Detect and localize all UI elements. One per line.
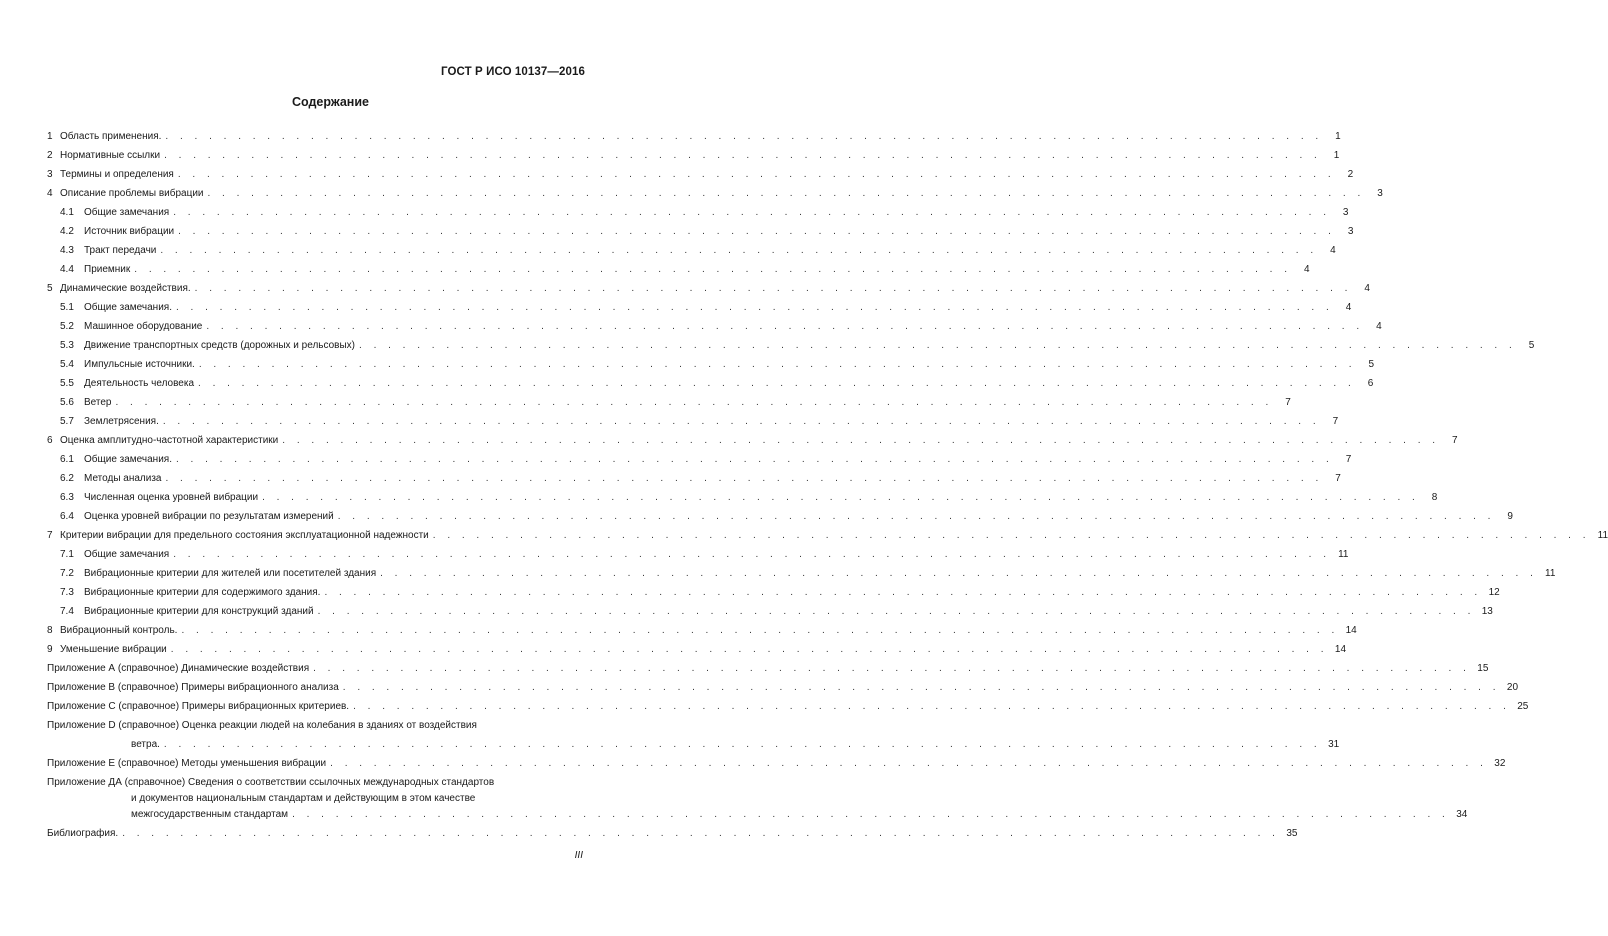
toc-entry-title: Деятельность человека (84, 378, 195, 389)
dot-leader: . . . . . . . . . . . . . . . . . . . . . . . . . . . . . . . . . . . . . . . . . . . . . . . . . . . . . . . . . . . . . . . . . . . . . . . . . . . . . . . . (198, 378, 1356, 389)
dot-leader: . . . . . . . . . . . . . . . . . . . . . . . . . . . . . . . . . . . . . . . . . . . . . . . . . . . . . . . . . . . . . . . . . . . . . . . . . . . . . . . . (317, 606, 1475, 617)
toc-entry-page: 13 (1481, 606, 1493, 617)
toc-entry-title: Движение транспортных средств (дорожных и рельсовых) (84, 340, 356, 351)
dot-leader: . . . . . . . . . . . . . . . . . . . . . . . . . . . . . . . . . . . . . . . . . . . . . . . . . . . . . . . . . . . . . . . . . . . . . . . . . . . . . . . . (282, 435, 1440, 446)
toc-entry-number: 7.2 (60, 568, 74, 579)
toc-entry[interactable] (47, 466, 1341, 485)
toc-entry-title: Машинное оборудование (84, 321, 203, 332)
toc-entry-number: 5 (47, 283, 53, 294)
dot-leader: . . . . . . . . . . . . . . . . . . . . . . . . . . . . . . . . . . . . . . . . . . . . . . . . . . . . . . . . . . . . . . . . . . . . . . . . . . . . . . . . (194, 283, 1352, 294)
toc-entry-title: Термины и определения (60, 169, 174, 180)
toc-entry-number: 4.4 (60, 264, 74, 275)
toc-entry-number: 5.1 (60, 302, 74, 313)
toc-entry-title: Вибрационные критерии для конструкций зданий (84, 606, 314, 617)
toc-entry-page: 25 (1517, 701, 1529, 712)
toc-entry[interactable] (47, 821, 1298, 840)
toc-entry-number: 4.3 (60, 245, 74, 256)
toc-entry-page: 4 (1376, 321, 1382, 332)
toc-entry-title: Вибрационные критерии для жителей или посетителей здания (84, 568, 377, 579)
toc-entry-number: 4.2 (60, 226, 74, 237)
toc-entry-page: 31 (1328, 739, 1340, 750)
toc-entry-number: 7.1 (60, 549, 74, 560)
toc-entry-number: 1 (47, 131, 53, 142)
dot-leader: . . . . . . . . . . . . . . . . . . . . . . . . . . . . . . . . . . . . . . . . . . . . . . . . . . . . . . . . . . . . . . . . . . . . . . . . . . . . . . . . (115, 397, 1273, 408)
toc-entry[interactable] (47, 561, 1556, 580)
toc-entry-page: 4 (1345, 302, 1352, 313)
toc-entry[interactable] (47, 656, 1489, 675)
page-title: Содержание (291, 95, 369, 109)
dot-leader: . . . . . . . . . . . . . . . . . . . . . . . . . . . . . . . . . . . . . . . . . . . . . . . . . . . . . . . . . . . . . . . . . . . . . . . . . . . . . . . . (330, 758, 1488, 769)
dot-leader: . . . . . . . . . . . . . . . . . . . . . . . . . . . . . . . . . . . . . . . . . . . . . . . . . . . . . . . . . . . . . . . . . . . . . . . . . . . . . . . . (165, 473, 1323, 484)
toc-entry-page: 1 (1333, 150, 1340, 161)
toc-entry-appendix-d[interactable] (47, 713, 1340, 751)
toc-entry-title: Тракт передачи (84, 245, 157, 256)
toc-entry-number: 7.3 (60, 587, 74, 598)
toc-entry-page: 11 (1597, 530, 1608, 541)
toc-entry-page: 34 (1456, 809, 1468, 820)
toc-entry-title: Импульсные источники. (84, 359, 195, 370)
toc-entry[interactable] (47, 181, 1383, 200)
dot-leader: . . . . . . . . . . . . . . . . . . . . . . . . . . . . . . . . . . . . . . . . . . . . . . . . . . . . . . . . . . . . . . . . . . . . . . . . . . . . . . . . (160, 245, 1318, 256)
dot-leader: . . . . . . . . . . . . . . . . . . . . . . . . . . . . . . . . . . . . . . . . . . . . . . . . . . . . . . . . . . . . . . . . . . . . . . . . . . . . . . . . (175, 302, 1334, 313)
dot-leader: . . . . . . . . . . . . . . . . . . . . . . . . . . . . . . . . . . . . . . . . . . . . . . . . . . . . . . . . . . . . . . . . . . . . . . . . . . . . . . . . (177, 169, 1336, 180)
toc-entry-title: Общие замечания (84, 207, 170, 218)
toc-entry-title-continued: и документов национальным стандартам и действующим в этом качестве (131, 793, 476, 804)
dot-leader: . . . . . . . . . . . . . . . . . . . . . . . . . . . . . . . . . . . . . . . . . . . . . . . . . . . . . . . . . . . . . . . . . . . . . . . . . . . . . . . . (165, 131, 1323, 142)
toc-entry-page: 3 (1347, 226, 1354, 237)
dot-leader: . . . . . . . . . . . . . . . . . . . . . . . . . . . . . . . . . . . . . . . . . . . . . . . . . . . . . . . . . . . . . . . . . . . . . . . . . . . . . . . . (122, 828, 1280, 839)
toc-entry[interactable] (47, 542, 1349, 561)
toc-entry[interactable] (47, 143, 1340, 162)
toc-entry-number: 5.5 (60, 378, 74, 389)
toc-entry[interactable] (47, 504, 1513, 523)
toc-entry-title: Численная оценка уровней вибрации (84, 492, 259, 503)
toc-entry-title: Критерии вибрации для предельного состояния эксплуатационной надежности (60, 530, 429, 541)
toc-entry-title: Ветер (84, 397, 112, 408)
dot-leader: . . . . . . . . . . . . . . . . . . . . . . . . . . . . . . . . . . . . . . . . . . . . . . . . . . . . . . . . . . . . . . . . . . . . . . . . . . . . . . . . (292, 809, 1450, 820)
toc-entry[interactable] (47, 523, 1608, 542)
toc-entry-number: 6.2 (60, 473, 74, 484)
toc-entry-page: 7 (1285, 397, 1291, 408)
dot-leader: . . . . . . . . . . . . . . . . . . . . . . . . . . . . . . . . . . . . . . . . . . . . . . . . . . . . . . . . . . . . . . . . . . . . . . . . . . . . . . . . (181, 625, 1339, 636)
toc-entry-number: 9 (47, 644, 53, 655)
dot-leader: . . . . . . . . . . . . . . . . . . . . . . . . . . . . . . . . . . . . . . . . . . . . . . . . . . . . . . . . . . . . . . . . . . . . . . . . . . . . . . . . (163, 739, 1322, 750)
dot-leader: . . . . . . . . . . . . . . . . . . . . . . . . . . . . . . . . . . . . . . . . . . . . . . . . . . . . . . . . . . . . . . . . . . . . . . . . . . . . . . . . (353, 701, 1511, 712)
dot-leader: . . . . . . . . . . . . . . . . . . . . . . . . . . . . . . . . . . . . . . . . . . . . . . . . . . . . . . . . . . . . . . . . . . . . . . . . . . . . . . . . (164, 150, 1322, 161)
toc-entry[interactable] (47, 219, 1354, 238)
toc-entry-title: Общие замечания. (84, 454, 172, 465)
toc-entry-title: ветра. (131, 739, 160, 750)
toc-entry-number: 8 (47, 625, 53, 636)
toc-entry-number: 7.4 (60, 606, 74, 617)
toc-entry-continuation (47, 732, 1340, 751)
toc-entry[interactable] (47, 162, 1354, 181)
toc-entry[interactable] (47, 352, 1375, 371)
toc-entry-page: 1 (1335, 131, 1341, 142)
toc-entry-title: Землетрясения. (84, 416, 159, 427)
toc-entry[interactable] (47, 580, 1500, 599)
dot-leader: . . . . . . . . . . . . . . . . . . . . . . . . . . . . . . . . . . . . . . . . . . . . . . . . . . . . . . . . . . . . . . . . . . . . . . . . . . . . . . . . (173, 207, 1331, 218)
document-code: ГОСТ Р ИСО 10137—2016 (440, 66, 585, 78)
toc-entry-number: 5.6 (60, 397, 74, 408)
toc-entry-title: Библиография. (47, 828, 119, 839)
dot-leader: . . . . . . . . . . . . . . . . . . . . . . . . . . . . . . . . . . . . . . . . . . . . . . . . . . . . . . . . . . . . . . . . . . . . . . . . . . . . . . . . (206, 321, 1364, 332)
dot-leader: . . . . . . . . . . . . . . . . . . . . . . . . . . . . . . . . . . . . . . . . . . . . . . . . . . . . . . . . . . . . . . . . . . . . . . . . . . . . . . . . (262, 492, 1420, 503)
toc-entry-page: 7 (1335, 473, 1341, 484)
dot-leader: . . . . . . . . . . . . . . . . . . . . . . . . . . . . . . . . . . . . . . . . . . . . . . . . . . . . . . . . . . . . . . . . . . . . . . . . . . . . . . . . (380, 568, 1538, 579)
toc-entry[interactable] (47, 694, 1529, 713)
dot-leader: . . . . . . . . . . . . . . . . . . . . . . . . . . . . . . . . . . . . . . . . . . . . . . . . . . . . . . . . . . . . . . . . . . . . . . . . . . . . . . . . (173, 549, 1331, 560)
dot-leader: . . . . . . . . . . . . . . . . . . . . . . . . . . . . . . . . . . . . . . . . . . . . . . . . . . . . . . . . . . . . . . . . . . . . . . . . . . . . . . . . (170, 644, 1329, 655)
toc-entry[interactable] (47, 428, 1458, 447)
toc-entry[interactable] (47, 371, 1374, 390)
toc-entry-page: 20 (1506, 682, 1519, 693)
dot-leader: . . . . . . . . . . . . . . . . . . . . . . . . . . . . . . . . . . . . . . . . . . . . . . . . . . . . . . . . . . . . . . . . . . . . . . . . . . . . . . . . (175, 454, 1334, 465)
toc-entry-continuation (47, 805, 1468, 821)
toc-entry-appendix-da[interactable] (47, 770, 1468, 821)
toc-entry[interactable] (47, 390, 1291, 409)
toc-entry[interactable] (47, 751, 1506, 770)
dot-leader: . . . . . . . . . . . . . . . . . . . . . . . . . . . . . . . . . . . . . . . . . . . . . . . . . . . . . . . . . . . . . . . . . . . . . . . . . . . . . . . . (324, 587, 1482, 598)
toc-entry-number: 3 (47, 169, 53, 180)
toc-entry[interactable] (47, 599, 1493, 618)
toc-entry[interactable] (47, 200, 1349, 219)
toc-entry-number: 7 (47, 530, 53, 541)
toc-entry[interactable] (47, 238, 1336, 257)
toc-entry-title: Приложение Е (справочное) Методы уменьшения вибрации (47, 758, 327, 769)
toc-entry-number: 4.1 (60, 207, 74, 218)
toc-entry-number: 6.1 (60, 454, 74, 465)
toc-entry[interactable] (47, 485, 1438, 504)
dot-leader: . . . . . . . . . . . . . . . . . . . . . . . . . . . . . . . . . . . . . . . . . . . . . . . . . . . . . . . . . . . . . . . . . . . . . . . . . . . . . . . . (207, 188, 1365, 199)
toc-entry-page: 11 (1338, 549, 1349, 560)
toc-entry-title: Описание проблемы вибрации (60, 188, 204, 199)
toc-entry[interactable] (47, 447, 1352, 466)
dot-leader: . . . . . . . . . . . . . . . . . . . . . . . . . . . . . . . . . . . . . . . . . . . . . . . . . . . . . . . . . . . . . . . . . . . . . . . . . . . . . . . . (432, 530, 1591, 541)
toc-entry-page: 4 (1364, 283, 1370, 294)
toc-entry[interactable] (47, 637, 1347, 656)
toc-entry-page: 3 (1377, 188, 1383, 199)
toc-entry-page: 35 (1286, 828, 1298, 839)
toc-entry[interactable] (47, 409, 1339, 428)
toc-entry-title: Оценка уровней вибрации по результатам измерений (84, 511, 334, 522)
toc-entry-page: 14 (1334, 644, 1347, 655)
toc-entry-number: 5.2 (60, 321, 74, 332)
toc-entry-page: 32 (1494, 758, 1506, 769)
toc-entry-page: 5 (1528, 340, 1535, 351)
toc-entry-number: 6 (47, 435, 53, 446)
toc-entry-number: 4 (47, 188, 53, 199)
toc-entry[interactable] (47, 257, 1310, 276)
toc-entry-title: Приемник (84, 264, 131, 275)
toc-entry[interactable] (47, 618, 1357, 637)
dot-leader: . . . . . . . . . . . . . . . . . . . . . . . . . . . . . . . . . . . . . . . . . . . . . . . . . . . . . . . . . . . . . . . . . . . . . . . . . . . . . . . . (313, 663, 1471, 674)
dot-leader: . . . . . . . . . . . . . . . . . . . . . . . . . . . . . . . . . . . . . . . . . . . . . . . . . . . . . . . . . . . . . . . . . . . . . . . . . . . . . . . . (337, 511, 1495, 522)
dot-leader: . . . . . . . . . . . . . . . . . . . . . . . . . . . . . . . . . . . . . . . . . . . . . . . . . . . . . . . . . . . . . . . . . . . . . . . . . . . . . . . . (342, 682, 1501, 693)
toc-entry-page: 14 (1345, 625, 1357, 636)
toc-entry-page: 7 (1332, 416, 1339, 427)
toc-entry-title: Приложение D (справочное) Оценка реакции людей на колебания в зданиях от воздействия (47, 720, 477, 731)
dot-leader: . . . . . . . . . . . . . . . . . . . . . . . . . . . . . . . . . . . . . . . . . . . . . . . . . . . . . . . . . . . . . . . . . . . . . . . . . . . . . . . . (359, 340, 1517, 351)
toc-entry[interactable] (47, 675, 1519, 694)
toc-entry-number: 5.3 (60, 340, 74, 351)
toc-entry-page: 11 (1545, 568, 1556, 579)
dot-leader: . . . . . . . . . . . . . . . . . . . . . . . . . . . . . . . . . . . . . . . . . . . . . . . . . . . . . . . . . . . . . . . . . . . . . . . . . . . . . . . . (198, 359, 1357, 370)
toc-entry-title: Вибрационные критерии для содержимого здания. (84, 587, 321, 598)
toc-entry-title: Вибрационный контроль. (60, 625, 178, 636)
toc-entry-title: Общие замечания (84, 549, 170, 560)
toc-entry-page: 2 (1347, 169, 1354, 180)
toc-entry-page: 15 (1477, 663, 1489, 674)
toc-entry[interactable] (47, 333, 1535, 352)
toc-entry-page: 7 (1451, 435, 1458, 446)
toc-entry-title: Приложение С (справочное) Примеры вибрационных критериев. (47, 701, 350, 712)
toc-entry-title: Методы анализа (84, 473, 162, 484)
toc-entry-page: 9 (1507, 511, 1513, 522)
toc-entry-title: Нормативные ссылки (60, 150, 161, 161)
toc-entry-number: 5.7 (60, 416, 74, 427)
toc-entry-title: Общие замечания. (84, 302, 172, 313)
toc-entry[interactable] (47, 276, 1370, 295)
toc-entry-page: 7 (1345, 454, 1352, 465)
toc-entry-page: 6 (1367, 378, 1374, 389)
dot-leader: . . . . . . . . . . . . . . . . . . . . . . . . . . . . . . . . . . . . . . . . . . . . . . . . . . . . . . . . . . . . . . . . . . . . . . . . . . . . . . . . (162, 416, 1321, 427)
toc-entry-title: Область применения. (60, 131, 162, 142)
toc-entry-title: межгосударственным стандартам (131, 809, 289, 820)
toc-entry[interactable] (47, 124, 1341, 143)
toc-entry-page: 4 (1303, 264, 1310, 275)
toc-entry-page: 4 (1330, 245, 1336, 256)
dot-leader: . . . . . . . . . . . . . . . . . . . . . . . . . . . . . . . . . . . . . . . . . . . . . . . . . . . . . . . . . . . . . . . . . . . . . . . . . . . . . . . . (134, 264, 1292, 275)
toc-entry-title: Оценка амплитудно-частотной характеристики (60, 435, 279, 446)
toc-entry-page: 3 (1342, 207, 1349, 218)
table-of-contents (47, 124, 1608, 840)
page-number: III (574, 850, 583, 861)
toc-entry-title: Уменьшение вибрации (60, 644, 167, 655)
toc-entry-number: 6.4 (60, 511, 74, 522)
toc-entry-page: 5 (1368, 359, 1375, 370)
toc-entry-page: 12 (1488, 587, 1500, 598)
toc-entry-number: 5.4 (60, 359, 74, 370)
toc-entry-title: Динамические воздействия. (60, 283, 191, 294)
toc-entry[interactable] (47, 295, 1352, 314)
toc-entry-number: 6.3 (60, 492, 74, 503)
toc-entry-number: 2 (47, 150, 53, 161)
toc-entry-title: Источник вибрации (84, 226, 175, 237)
toc-entry-title: Приложение В (справочное) Примеры вибрационного анализа (47, 682, 339, 693)
toc-entry[interactable] (47, 314, 1382, 333)
toc-entry-page: 8 (1431, 492, 1438, 503)
dot-leader: . . . . . . . . . . . . . . . . . . . . . . . . . . . . . . . . . . . . . . . . . . . . . . . . . . . . . . . . . . . . . . . . . . . . . . . . . . . . . . . . (178, 226, 1336, 237)
toc-entry-title: Приложение А (справочное) Динамические воздействия (47, 663, 310, 674)
toc-entry-title: Приложение ДА (справочное) Сведения о соответствии ссылочных международных стандартов (47, 777, 495, 788)
